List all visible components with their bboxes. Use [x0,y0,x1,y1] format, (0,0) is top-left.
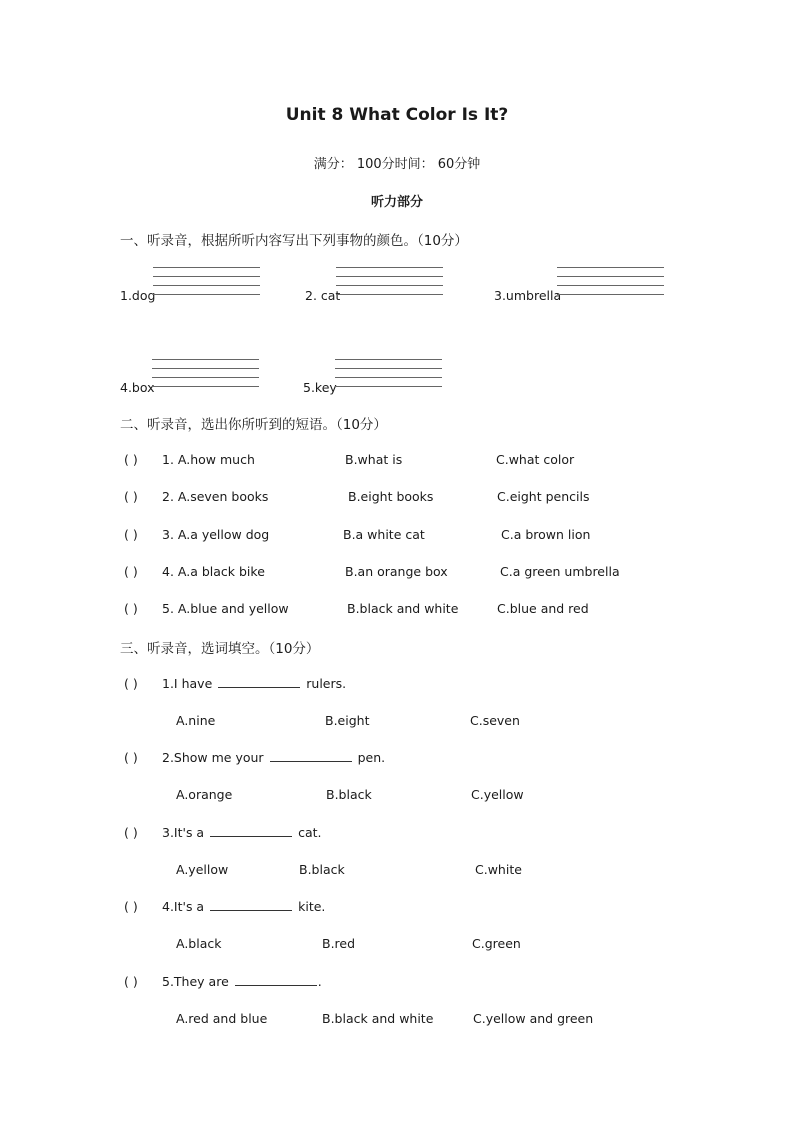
answer-lines-box[interactable] [152,359,259,389]
q2-option-c: C.eight pencils [497,489,590,504]
fill-q1-prefix: 1.I have [162,676,213,691]
fill-q4-option-b: B.red [322,936,356,951]
fill-q3-blank[interactable] [210,826,292,837]
q5-option-c: C.blue and red [497,601,589,616]
fill-q2-blank[interactable] [270,751,352,762]
answer-paren[interactable]: ( ) [124,974,138,989]
fill-q3-option-c: C.white [475,862,522,877]
fill-q2-prefix: 2.Show me your [162,750,264,765]
answer-paren[interactable]: ( ) [124,452,138,467]
fill-q4-option-c: C.green [472,936,521,951]
answer-lines-key[interactable] [335,359,442,389]
fill-q3-suffix: cat. [298,825,322,840]
q1-option-a: 1. A.how much [162,452,255,467]
q4-option-a: 4. A.a black bike [162,564,265,579]
fill-q5-option-a: A.red and blue [176,1011,268,1026]
fill-q5-prefix: 5.They are [162,974,229,989]
item-key-label: 5.key [303,380,337,395]
fill-q5-blank[interactable] [235,975,317,986]
fill-q4-suffix: kite. [298,899,326,914]
fill-q4-sentence [162,899,325,914]
fill-q1-blank[interactable] [218,677,300,688]
section3-heading: 三、听录音，选词填空。（10分） [120,641,320,657]
fill-q2-option-c: C.yellow [471,787,524,802]
q1-option-c: C.what color [496,452,575,467]
fill-q2-sentence [162,750,385,765]
answer-paren[interactable]: ( ) [124,489,138,504]
fill-q1-sentence [162,676,346,691]
answer-lines-dog[interactable] [153,267,260,297]
q5-option-b: B.black and white [347,601,459,616]
q3-option-a: 3. A.a yellow dog [162,527,270,542]
item-umbrella-label: 3.umbrella [494,288,562,303]
fill-q2-option-b: B.black [326,787,372,802]
answer-paren[interactable]: ( ) [124,676,138,691]
fill-q4-blank[interactable] [210,900,292,911]
answer-paren[interactable]: ( ) [124,527,138,542]
answer-paren[interactable]: ( ) [124,564,138,579]
section2-heading: 二、听录音，选出你所听到的短语。（10分） [120,417,387,433]
part-title: 听力部分 [370,195,423,210]
fill-q4-prefix: 4.It's a [162,899,205,914]
fill-q2-suffix: pen. [357,750,386,765]
item-cat-label: 2. cat [305,288,341,303]
item-box-label: 4.box [120,380,155,395]
answer-paren[interactable]: ( ) [124,601,138,616]
fill-q5-suffix: . [317,974,322,989]
answer-paren[interactable]: ( ) [124,899,138,914]
q3-option-b: B.a white cat [343,527,425,542]
page-title: Unit 8 What Color Is It? [285,105,509,125]
q4-option-b: B.an orange box [345,564,448,579]
answer-paren[interactable]: ( ) [124,750,138,765]
q3-option-c: C.a brown lion [501,527,591,542]
answer-lines-umbrella[interactable] [557,267,664,297]
fill-q3-option-b: B.black [299,862,345,877]
fill-q1-option-b: B.eight [325,713,370,728]
fill-q3-prefix: 3.It's a [162,825,205,840]
answer-paren[interactable]: ( ) [124,825,138,840]
fill-q3-option-a: A.yellow [176,862,229,877]
q1-option-b: B.what is [345,452,403,467]
q5-option-a: 5. A.blue and yellow [162,601,289,616]
fill-q4-option-a: A.black [176,936,222,951]
q4-option-c: C.a green umbrella [500,564,620,579]
q2-option-b: B.eight books [348,489,434,504]
fill-q2-option-a: A.orange [176,787,233,802]
fill-q1-option-c: C.seven [470,713,520,728]
item-dog-label: 1.dog [120,288,156,303]
fill-q5-option-b: B.black and white [322,1011,434,1026]
fill-q1-suffix: rulers. [306,676,347,691]
q2-option-a: 2. A.seven books [162,489,269,504]
fill-q3-sentence [162,825,322,840]
answer-lines-cat[interactable] [336,267,443,297]
section1-heading: 一、听录音，根据所听内容写出下列事物的颜色。（10分） [120,233,468,249]
fill-q1-option-a: A.nine [176,713,216,728]
fill-q5-sentence [162,974,322,989]
score-time-line: 满分： 100分时间： 60分钟 [313,157,481,172]
fill-q5-option-c: C.yellow and green [473,1011,594,1026]
